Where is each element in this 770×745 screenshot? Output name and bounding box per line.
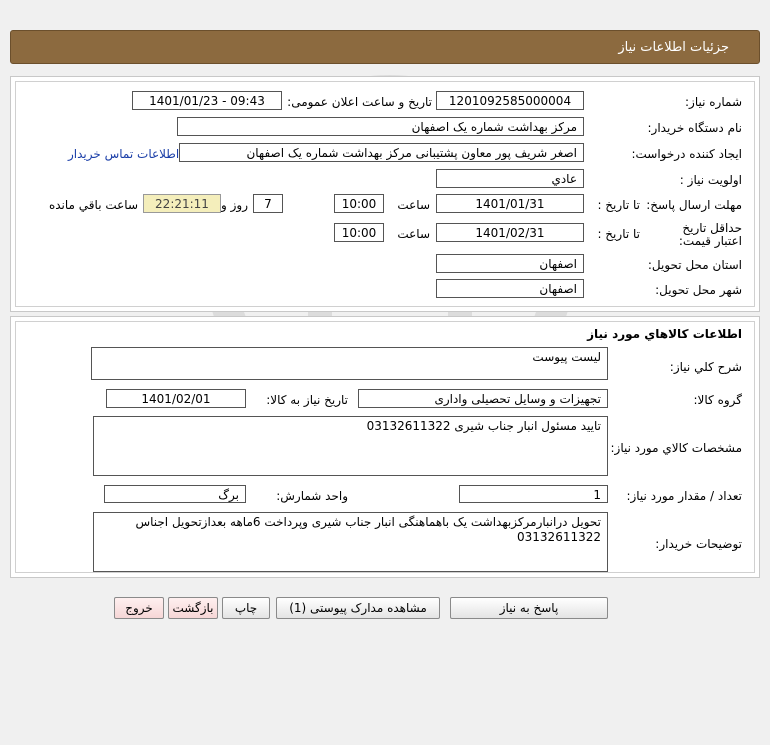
creator-field: اصغر شریف پور معاون پشتیبانی مرکز بهداشت شماره یک اصفهان	[179, 143, 584, 162]
buyer-org-label: نام دستگاه خریدار:	[647, 121, 742, 135]
exit-button[interactable]: خروج	[114, 597, 164, 619]
announce-datetime-field: 1401/01/23 - 09:43	[132, 91, 282, 110]
description-field: لیست پیوست	[91, 347, 608, 380]
remaining-time-label: ساعت باقي مانده	[48, 198, 138, 212]
deadline-label: مهلت ارسال پاسخ:	[646, 198, 742, 212]
need-number-field: 1201092585000004	[436, 91, 584, 110]
validity-time-field: 10:00	[334, 223, 384, 242]
buyer-contact-link[interactable]: اطلاعات تماس خریدار	[68, 147, 180, 161]
buyer-notes-field: تحویل درانبارمرکزبهداشت یک باهماهنگی انبار جناب شیری وپرداخت 6ماهه بعدازتحویل اجناس 03132611322	[93, 512, 608, 572]
need-date-field: 1401/02/01	[106, 389, 246, 408]
goods-section-title: اطلاعات کالاهاي مورد نياز	[587, 327, 742, 341]
page-header	[10, 30, 760, 64]
priority-field: عادي	[436, 169, 584, 188]
validity-label: حداقل تاریخ اعتبار قیمت:	[678, 221, 742, 248]
view-docs-button[interactable]: مشاهده مدارک پیوستی (1)	[276, 597, 440, 619]
need-info-panel	[10, 76, 760, 312]
deadline-date-field: 1401/01/31	[436, 194, 584, 213]
buyer-notes-label: توضیحات خریدار:	[655, 537, 742, 551]
reply-button[interactable]: پاسخ به نیاز	[450, 597, 608, 619]
days-label: روز و	[221, 198, 248, 212]
city-field: اصفهان	[436, 279, 584, 298]
page-title: جزئیات اطلاعات نیاز	[618, 40, 729, 55]
need-info-frame	[15, 81, 755, 307]
need-date-label: تاریخ نیاز به کالا:	[266, 393, 348, 407]
validity-until-label: تا تاریخ :	[597, 227, 640, 241]
validity-date-field: 1401/02/31	[436, 223, 584, 242]
need-number-label: شماره نیاز:	[685, 95, 742, 109]
description-label: شرح کلي نياز:	[669, 360, 742, 374]
qty-label: تعداد / مقدار مورد نیاز:	[626, 489, 742, 503]
buyer-org-field: مرکز بهداشت شماره یک اصفهان	[177, 117, 584, 136]
specs-field: تایید مسئول انبار جناب شیری 03132611322	[93, 416, 608, 476]
back-button[interactable]: بازگشت	[168, 597, 218, 619]
creator-label: ایجاد کننده درخواست:	[631, 147, 742, 161]
deadline-time-label: ساعت	[397, 198, 430, 212]
goods-group-label: گروه کالا:	[693, 393, 742, 407]
validity-time-label: ساعت	[397, 227, 430, 241]
unit-label: واحد شمارش:	[276, 489, 348, 503]
province-label: استان محل تحویل:	[647, 258, 742, 272]
days-remaining-field: 7	[253, 194, 283, 213]
announce-label: تاریخ و ساعت اعلان عمومی:	[287, 95, 432, 109]
print-button[interactable]: چاپ	[222, 597, 270, 619]
province-field: اصفهان	[436, 254, 584, 273]
goods-group-field: تجهیزات و وسایل تحصیلی واداری	[358, 389, 608, 408]
unit-field: برگ	[104, 485, 246, 503]
priority-label: اولویت نیاز :	[679, 173, 742, 187]
qty-field: 1	[459, 485, 608, 503]
deadline-time-field: 10:00	[334, 194, 384, 213]
remaining-time-field: 22:21:11	[143, 194, 221, 213]
specs-label: مشخصات کالاي مورد نياز:	[610, 441, 742, 455]
city-label: شهر محل تحویل:	[655, 283, 742, 297]
deadline-until-label: تا تاریخ :	[597, 198, 640, 212]
